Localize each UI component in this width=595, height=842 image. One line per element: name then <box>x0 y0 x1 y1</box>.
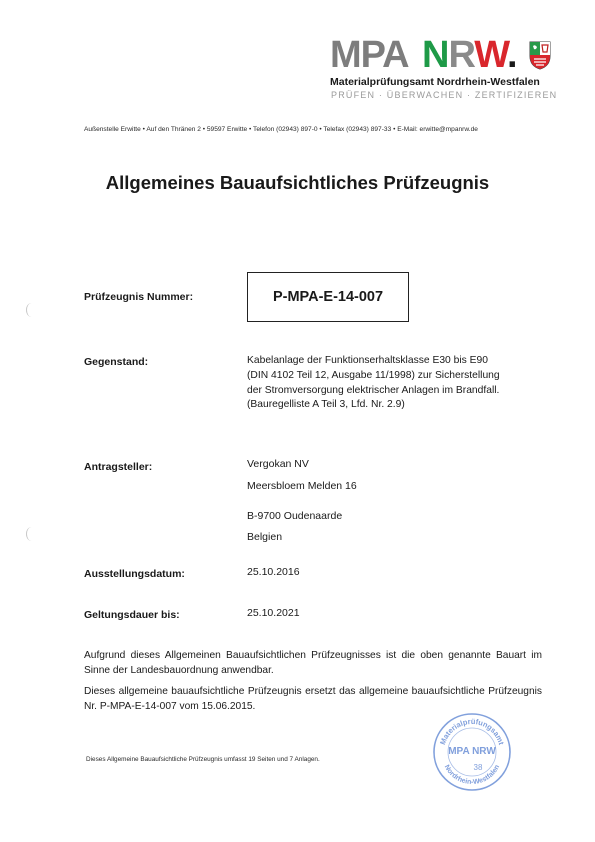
logo-subtitle: Materialprüfungsamt Nordrhein-Westfalen <box>330 76 540 88</box>
gegenstand-line: (Bauregelliste A Teil 3, Lfd. Nr. 2.9) <box>247 399 405 411</box>
antragsteller-label: Antragsteller: <box>84 461 153 473</box>
antragsteller-strasse: Meersbloem Melden 16 <box>247 480 357 492</box>
official-seal-stamp-icon <box>432 712 512 792</box>
antragsteller-ort: B-9700 Oudenaarde <box>247 510 343 522</box>
page-count-footnote: Dieses Allgemeine Bauaufsichtliche Prüfzeugnis umfasst 19 Seiten und 7 Anlagen. <box>86 756 320 763</box>
gegenstand-label: Gegenstand: <box>84 356 149 368</box>
antragsteller-land: Belgien <box>247 531 283 543</box>
gegenstand-line: der Stromversorgung elektrischer Anlagen im Brandfall. <box>247 384 500 396</box>
ausstellungsdatum-label: Ausstellungsdatum: <box>84 568 185 580</box>
gegenstand-line: (DIN 4102 Teil 12, Ausgabe 11/1998) zur Sicherstellung <box>247 369 500 381</box>
svg-text:Nordrhein-Westfalen <box>443 764 501 786</box>
stamp-bottom-text: Nordrhein-Westfalen <box>442 763 502 787</box>
paragraph-anwendbarkeit: Aufgrund dieses Allgemeinen Bauaufsichtlichen Prüfzeugnisses ist die oben genannte Bauart im Sinne der Landesbauordnung anwendbar. <box>84 650 542 676</box>
geltungsdauer-value: 25.10.2021 <box>247 607 300 619</box>
logo-tagline: PRÜFEN · ÜBERWACHEN · ZERTIFIZIEREN <box>331 90 558 100</box>
header-address-line: Außenstelle Erwitte • Auf den Thränen 2 • 59597 Erwitte • Telefon (02943) 897-0 • Telefax (02943) 897-33 • E-Mail: erwitte@mpanrw.de <box>84 126 478 133</box>
ausstellungsdatum-value: 25.10.2016 <box>247 566 300 578</box>
gegenstand-line: Kabelanlage der Funktionserhaltsklasse E30 bis E90 <box>247 355 488 366</box>
mpa-nrw-logo <box>330 36 560 106</box>
antragsteller-name: Vergokan NV <box>247 458 309 470</box>
logo-mpa-text: MPA <box>330 34 409 76</box>
pruefzeugnis-nummer-box <box>247 272 409 322</box>
punch-hole-mark <box>26 527 37 541</box>
document-title: Allgemeines Bauaufsichtliches Prüfzeugnis <box>105 172 490 193</box>
stamp-number: 38 <box>473 763 483 772</box>
stamp-center-text: MPA NRW <box>448 746 496 757</box>
nrw-coat-of-arms-icon <box>528 40 552 70</box>
paragraph-ersetzung: Dieses allgemeine bauaufsichtliche Prüfzeugnis ersetzt das allgemeine bauaufsichtliche Prüfzeugnis Nr. P-MPA-E-14-007 vom 15.06.2015. <box>84 686 542 712</box>
punch-hole-mark <box>26 303 37 317</box>
logo-nrw-text: NRW. <box>422 34 517 76</box>
stamp-top-text: Materialprüfungsamt <box>438 716 506 746</box>
geltungsdauer-label: Geltungsdauer bis: <box>84 609 180 621</box>
pruefzeugnis-nummer-value: P-MPA-E-14-007 <box>272 289 384 305</box>
gegenstand-value <box>247 354 500 413</box>
pruefzeugnis-nummer-label: Prüfzeugnis Nummer: <box>84 291 194 303</box>
